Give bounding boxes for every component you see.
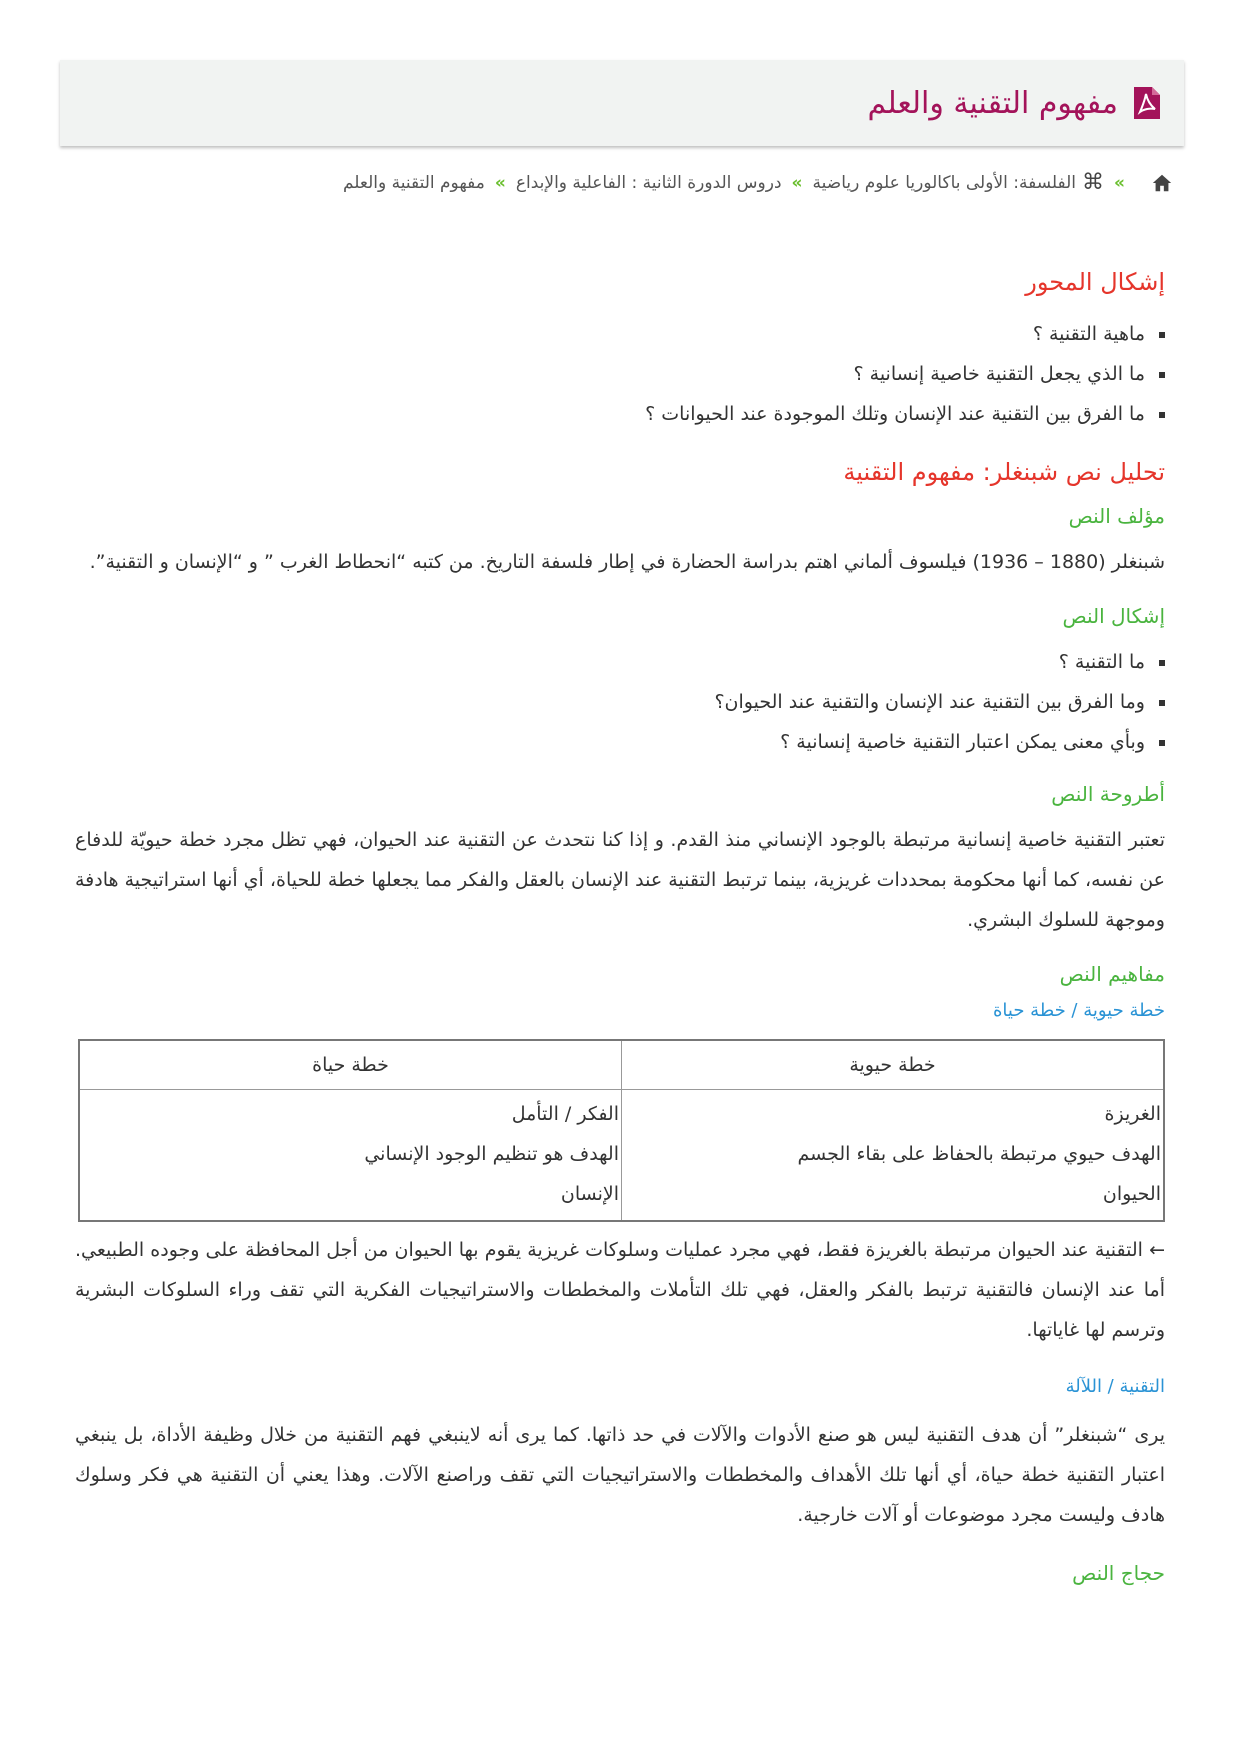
analysis-heading: تحليل نص شبنغلر: مفهوم التقنية [843,458,1165,486]
cell-line: الغريزة [1104,1103,1161,1125]
pdf-icon[interactable] [1132,85,1162,121]
cell-line: الفكر / التأمل [511,1103,619,1125]
arguments-heading: حجاج النص [1072,1561,1165,1585]
concept-vital-plan-paragraph: ← التقنية عند الحيوان مرتبطة بالغريزة فقط، فهي مجرد عمليات وسلوكات غريزية يقوم بها الحيوان من أجل المحافظة على وجوده الطبيعي. أما عند الإنسان فالتقنية ترتبط بالفكر والعقل، فهي تلك التأملات والمخططات والاستراتيجيات الفكرية التي تقف وراء السلوكات البشرية وترسم لها غاياتها. [75,1239,1165,1341]
table-row [79,1090,1164,1222]
thesis-heading: أطروحة النص [1051,782,1165,806]
author-heading: مؤلف النص [1068,504,1165,528]
text-problem-heading: إشكال النص [1062,604,1165,628]
article-content [75,268,1165,1599]
home-icon[interactable] [1151,172,1173,194]
table-header-life-plan: خطة حياة [79,1040,622,1090]
breadcrumb-item-current: مفهوم التقنية والعلم [342,172,485,193]
breadcrumb [133,170,1173,195]
problem-axis-list [75,314,1165,434]
thesis-paragraph: تعتبر التقنية خاصية إنسانية مرتبطة بالوجود الإنساني منذ القدم. و إذا كنا نتحدث عن التقنية عند الحيوان، فهي تظل مجرد خطة حيويّة للدفاع عن نفسه، كما أنها محكومة بمحددات غريزية، بينما ترتبط التقنية عند الإنسان بالعقل والفكر مما يجعلها خطة للحياة، أي أنها استراتيجية هادفة وموجهة للسلوك البشري. [75,829,1165,931]
list-item: ما الذي يجعل التقنية خاصية إنسانية ؟ [75,354,1145,394]
list-item: ما الفرق بين التقنية عند الإنسان وتلك الموجودة عند الحيوانات ؟ [75,394,1145,434]
breadcrumb-separator-icon: » [791,172,803,193]
list-item: ما التقنية ؟ [75,642,1145,682]
concept-technique-machine-heading: التقنية / اللآلة [1065,1376,1165,1397]
table-cell-life-plan [79,1090,622,1222]
breadcrumb-item-lessons[interactable]: دروس الدورة الثانية : الفاعلية والإبداع [515,172,782,193]
cell-line: الهدف هو تنظيم الوجود الإنساني [364,1143,619,1165]
list-item: وما الفرق بين التقنية عند الإنسان والتقنية عند الحيوان؟ [75,682,1145,722]
table-header-row [79,1040,1164,1090]
concept-vital-plan-heading: خطة حيوية / خطة حياة [992,1000,1165,1021]
author-paragraph: شبنغلر (1880 – 1936) فيلسوف ألماني اهتم بدراسة الحضارة في إطار فلسفة التاريخ. من كتبه “انحطاط الغرب ” و “الإنسان و التقنية”. [89,551,1165,573]
concept-technique-machine-paragraph: يرى “شبنغلر” أن هدف التقنية ليس هو صنع الأدوات والآلات في حد ذاتها. كما يرى أنه لاينبغي فهم التقنية من خلال وظيفة الأداة، بل ينبغي اعتبار التقنية خطة حياة، أي أنها تلك الأهداف والمخططات والاستراتيجيات التي تقف وراصنع الآلات. وهذا يعني أن التقنية هي فكر وسلوك هادف وليست مجرد موضوعات أو آلات خارجية. [75,1424,1165,1526]
table-cell-vital-plan [622,1090,1165,1222]
breadcrumb-separator-icon: » [494,172,506,193]
concepts-heading: مفاهيم النص [1059,962,1165,986]
table-header-vital-plan: خطة حيوية [622,1040,1165,1090]
cell-line: الحيوان [1102,1183,1161,1205]
cell-line: الإنسان [560,1183,619,1205]
breadcrumb-item-philosophy[interactable]: الفلسفة: الأولى باكالوريا علوم رياضية [812,172,1077,193]
page-title: مفهوم التقنية والعلم [867,85,1118,121]
list-item: ماهية التقنية ؟ [75,314,1145,354]
list-item: وبأي معنى يمكن اعتبار التقنية خاصية إنسانية ؟ [75,722,1145,762]
breadcrumb-separator-icon: » [1114,172,1125,193]
problem-axis-heading: إشكال المحور [1025,268,1165,296]
command-icon: ⌘ [1082,170,1105,195]
page-header [60,60,1184,146]
text-problem-list [75,642,1165,762]
cell-line: الهدف حيوي مرتبطة بالحفاظ على بقاء الجسم [797,1143,1161,1165]
concepts-table [78,1039,1165,1222]
